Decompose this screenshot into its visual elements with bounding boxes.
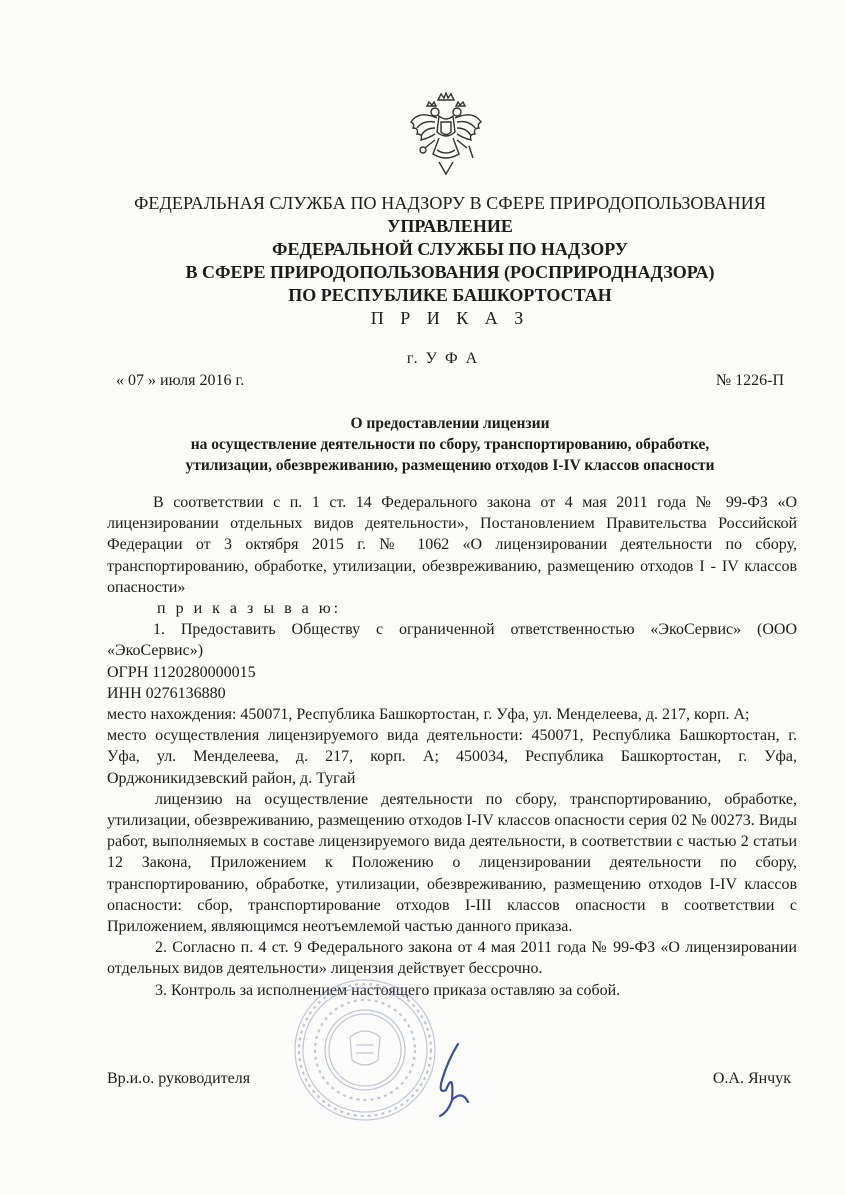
document-type: П Р И К А З bbox=[370, 308, 530, 328]
subject-heading bbox=[100, 413, 800, 476]
subject-line-1: О предоставлении лицензии bbox=[350, 415, 550, 432]
ogrn-line: ОГРН 1120280000015 bbox=[107, 663, 256, 681]
item-1-paragraph: 1. Предоставить Обществу с ограниченной ответственностью «ЭкоСервис» (ООО «ЭкоСервис») bbox=[107, 621, 797, 660]
department-line-4: ПО РЕСПУБЛИКЕ БАШКОРТОСТАН bbox=[288, 285, 612, 305]
department-line-2: ФЕДЕРАЛЬНОЙ СЛУЖБЫ ПО НАДЗОРУ bbox=[271, 239, 628, 259]
document-date: « 07 » июля 2016 г. bbox=[116, 372, 245, 389]
department-line-3: В СФЕРЕ ПРИРОДОПОЛЬЗОВАНИЯ (РОСПРИРОДНАДЗОРА) bbox=[185, 262, 715, 282]
header bbox=[60, 192, 840, 330]
license-paragraph: лицензию на осуществление деятельности по сбору, транспортированию, обработке, утилизации, обезвреживанию, размещению отходов I-IV классов опасности серия 02 № 00273. Виды работ, выполняемых в составе лицензируемого вида деятельности, в соответствии с частью 2 статьи 12 Закона, Приложением к Положению о лицензировании деятельности по сбору, транспортированию, обработке, утилизации, обезвреживанию, размещению отходов I-IV классов опасности: сбор, транспортирование отходов I-III классов опасности в соответствии с Приложением, являющимся неотъемлемой частью данного приказа. bbox=[107, 790, 797, 936]
document-number: № 1226-П bbox=[715, 372, 784, 389]
agency-name: ФЕДЕРАЛЬНАЯ СЛУЖБА ПО НАДЗОРУ В СФЕРЕ ПРИРОДОПОЛЬЗОВАНИЯ bbox=[134, 193, 766, 213]
signatory-role: Вр.и.о. руководителя bbox=[107, 1070, 251, 1087]
location-line: место нахождения: 450071, Республика Башкортостан, г. Уфа, ул. Менделеева, д. 217, корп. А; bbox=[107, 706, 750, 724]
activity-place-line: место осуществления лицензируемого вида деятельности: 450071, Республика Башкортостан, г. Уфа, ул. Менделеева, д. 217, корп. А; 450034, Республика Башкортостан, г. Уфа, Орджоникидзевский район, д. Тугай bbox=[107, 727, 797, 787]
item-3-paragraph: 3. Контроль за исполнением настоящего приказа оставляю за собой. bbox=[155, 981, 621, 999]
order-word: п р и к а з ы в а ю: bbox=[157, 600, 342, 618]
item-2-paragraph: 2. Согласно п. 4 ст. 9 Федерального закона от 4 мая 2011 года № 99-ФЗ «О лицензировании отдельных видов деятельности» лицензия действует бессрочно. bbox=[107, 939, 797, 978]
coat-of-arms-icon bbox=[405, 92, 487, 180]
subject-line-3: утилизации, обезвреживанию, размещению отходов I-IV классов опасности bbox=[185, 457, 715, 474]
city: г. У Ф А bbox=[406, 350, 480, 367]
document-body bbox=[107, 492, 797, 1001]
department-line-1: УПРАВЛЕНИЕ bbox=[387, 216, 513, 236]
inn-line: ИНН 0276136880 bbox=[107, 684, 226, 702]
signatory-name: О.А. Янчук bbox=[712, 1070, 791, 1087]
intro-paragraph: В соответствии с п. 1 ст. 14 Федерального закона от 4 мая 2011 года № 99-ФЗ «О лицензировании отдельных видов деятельности», Постановлением Правительства Российской Федерации от 3 октября 2015 г. № 1062 «О лицензировании деятельности по сбору, транспортированию, обработке, утилизации, обезвреживанию, размещению отходов I - IV классов опасности» bbox=[107, 494, 797, 596]
subject-line-2: на осуществление деятельности по сбору, транспортированию, обработке, bbox=[190, 436, 710, 453]
handwritten-signature-icon bbox=[418, 1040, 478, 1120]
